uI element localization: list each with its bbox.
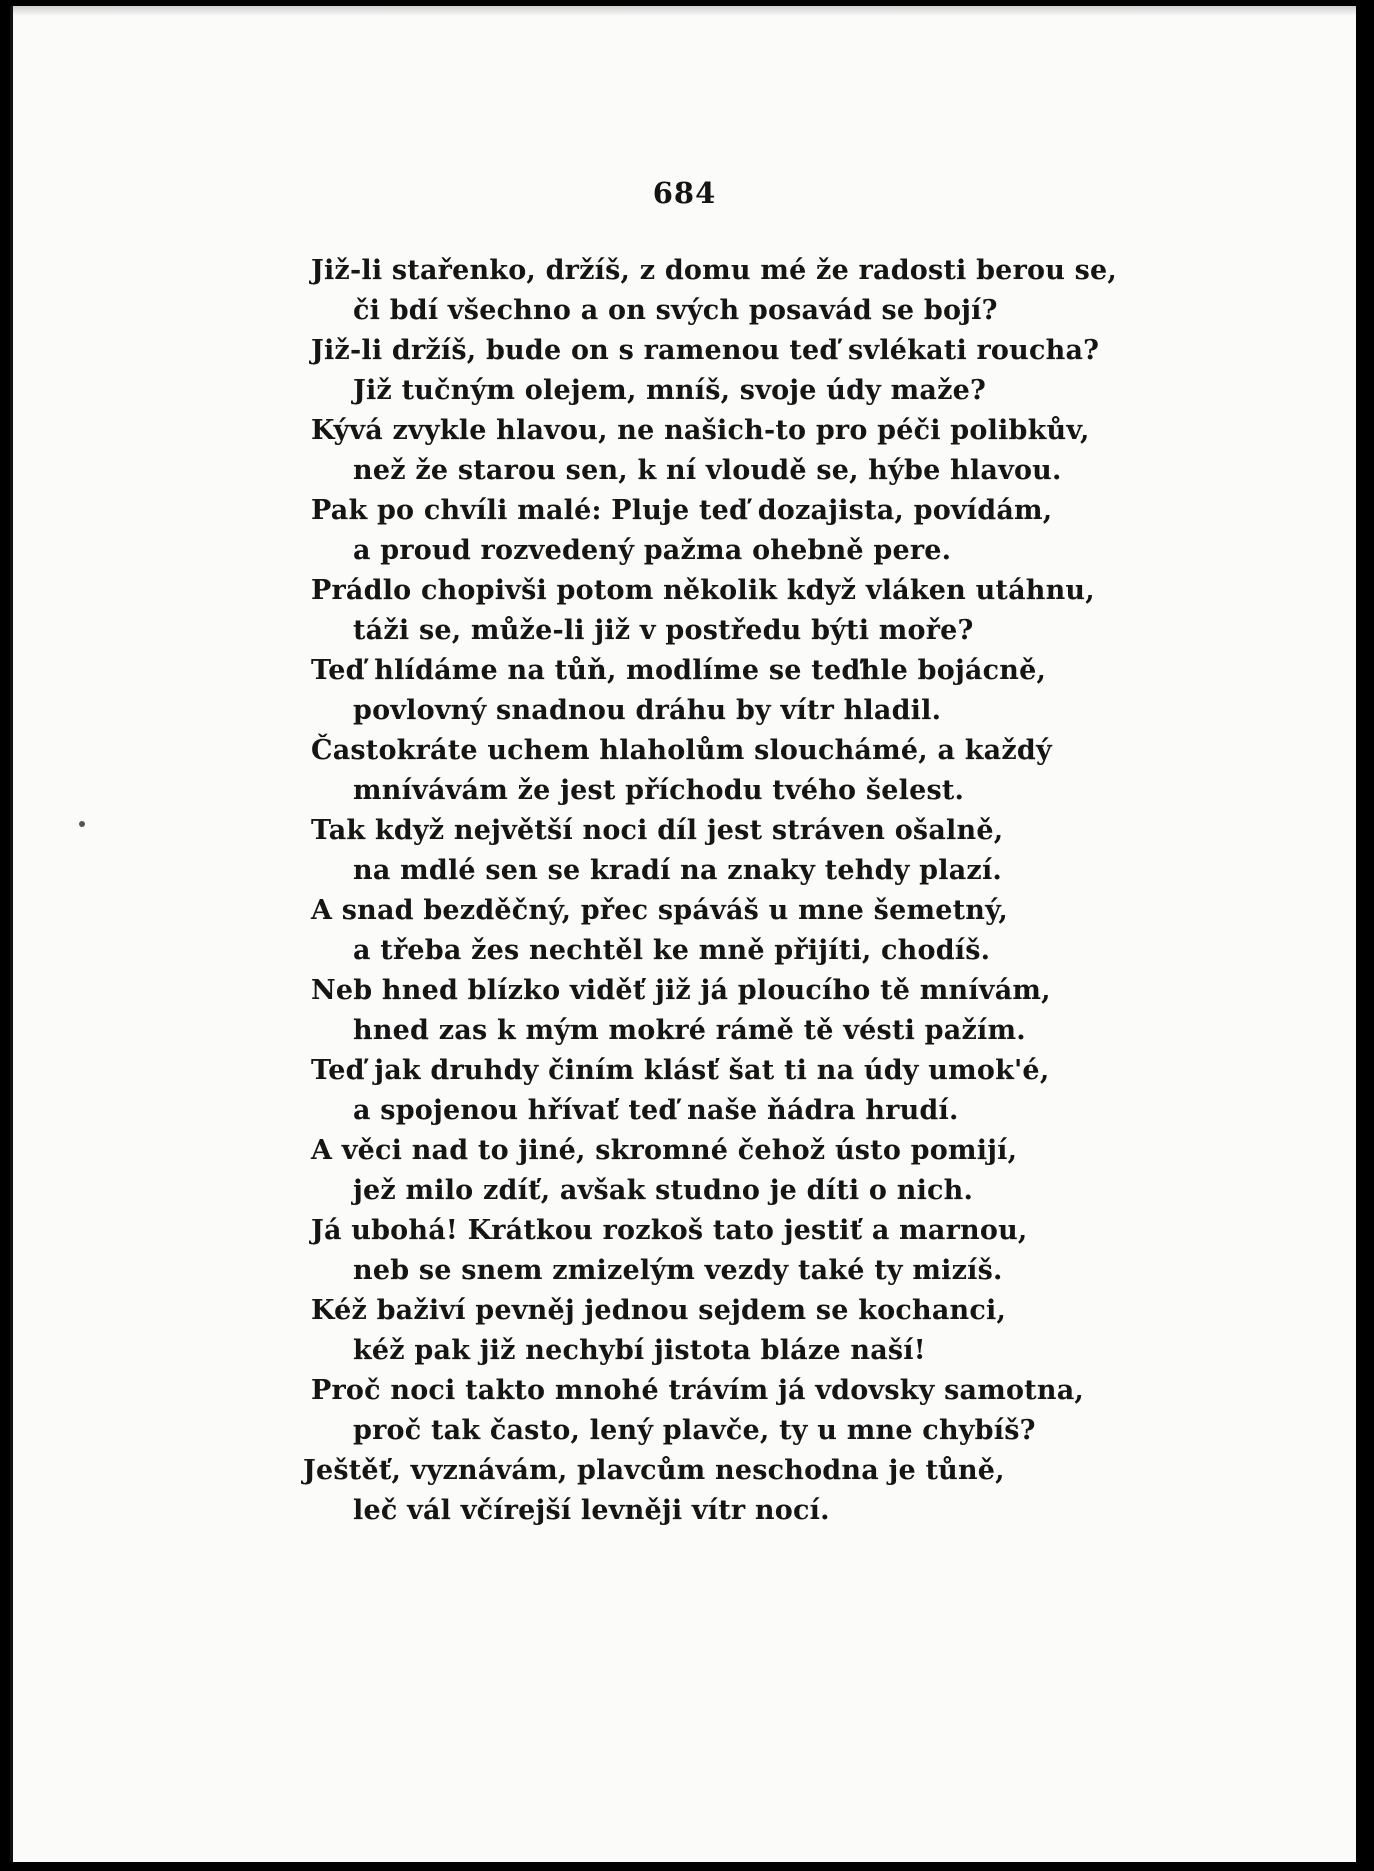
poem-line: Prádlo chopivši potom několik když vláken utáhnu, (311, 575, 1095, 606)
poem-line: hned zas k mým mokré rámě tě vésti pažím. (353, 1015, 1026, 1046)
poem-line: Kývá zvykle hlavou, ne našich-to pro péči polibkův, (311, 415, 1090, 446)
poem-line: táži se, může-li již v postředu býti moře? (353, 615, 974, 646)
poem-line: povlovný snadnou dráhu by vítr hladil. (353, 695, 942, 726)
poem-line: než že starou sen, k ní vloudě se, hýbe hlavou. (353, 455, 1062, 486)
poem-line: proč tak často, lený plavče, ty u mne chybíš? (353, 1415, 1036, 1446)
poem-line: Častokráte uchem hlaholům slouchámé, a každý (311, 735, 1052, 766)
poem-line: či bdí všechno a on svých posavád se bojí? (353, 295, 998, 326)
poem-line: A věci nad to jiné, skromné čehož ústo pomijí, (311, 1135, 1018, 1166)
book-page (10, 6, 1356, 1862)
poem-line: na mdlé sen se kradí na znaky tehdy plazí. (353, 855, 1003, 886)
page-top-edge (13, 6, 1356, 16)
poem-line: Teď hlídáme na tůň, modlíme se teďhle bojácně, (311, 655, 1047, 686)
poem-line: Teď jak druhdy činím klásť šat ti na údy umok'é, (311, 1055, 1050, 1086)
poem-line: kéž pak již nechybí jistota bláze naší! (353, 1335, 926, 1366)
poem-line: Proč noci takto mnohé trávím já vdovsky samotna, (311, 1375, 1084, 1406)
poem-line: Já ubohá! Krátkou rozkoš tato jestiť a marnou, (311, 1215, 1028, 1246)
poem-line: a proud rozvedený pažma ohebně pere. (353, 535, 952, 566)
poem-line: Již-li držíš, bude on s ramenou teď svlékati roucha? (311, 335, 1100, 366)
poem-body (303, 251, 1211, 1531)
poem-line: mnívávám že jest příchodu tvého šelest. (353, 775, 965, 806)
poem-line: jež milo zdíť, avšak studno je díti o nich. (353, 1175, 974, 1206)
margin-speck (79, 821, 85, 827)
poem-line: Již-li stařenko, držíš, z domu mé že radosti berou se, (311, 255, 1118, 286)
poem-line: Pak po chvíli malé: Pluje teď dozajista, povídám, (311, 495, 1053, 526)
poem-line: A snad bezděčný, přec spáváš u mne šemetný, (311, 895, 1008, 926)
poem-line: a spojenou hřívať teď naše ňádra hrudí. (353, 1095, 959, 1126)
poem-line: leč vál včírejší levněji vítr nocí. (353, 1495, 830, 1526)
poem-line: a třeba žes nechtěl ke mně přijíti, chodíš. (353, 935, 991, 966)
poem-line: Ještěť, vyznávám, plavcům neschodna je tůně, (303, 1455, 1005, 1486)
poem-line: Tak když největší noci díl jest stráven ošalně, (311, 815, 1004, 846)
poem-line: neb se snem zmizelým vezdy také ty mizíš. (353, 1255, 1003, 1286)
page-number: 684 (652, 176, 717, 210)
poem-line: Kéž baživí pevněj jednou sejdem se kochanci, (311, 1295, 1007, 1326)
poem-line: Již tučným olejem, mníš, svoje údy maže? (353, 375, 987, 406)
poem-line: Neb hned blízko viděť již já ploucího tě mnívám, (311, 975, 1051, 1006)
